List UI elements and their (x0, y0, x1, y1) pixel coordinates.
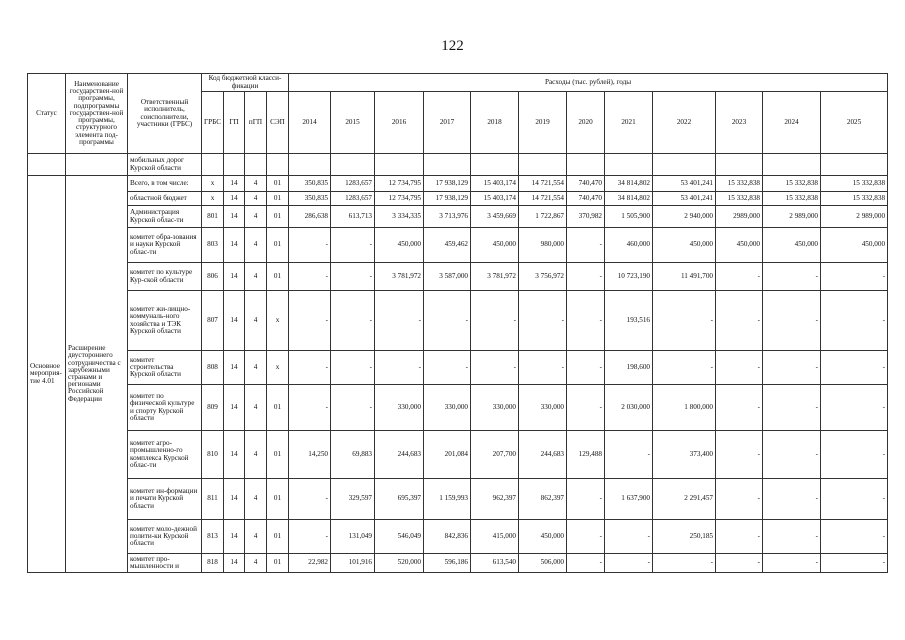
value-cell-2014: - (289, 385, 331, 431)
value-cell-2019: 862,397 (519, 479, 567, 520)
sep-cell: 01 (267, 385, 289, 431)
header-code-2: пГП (245, 92, 267, 154)
value-cell-2021: 460,000 (605, 228, 653, 263)
value-cell-2022: 2 940,000 (653, 206, 716, 228)
pgp-cell: 4 (245, 206, 267, 228)
value-cell-2017: 596,186 (424, 554, 471, 573)
executor-cell: комитет по культуре Кур-ской области (128, 263, 202, 291)
sep-cell: 01 (267, 554, 289, 573)
value-cell-2023: 15 332,838 (716, 176, 763, 192)
value-cell-2017: 1 159,993 (424, 479, 471, 520)
value-cell-2021: 34 814,802 (605, 176, 653, 192)
value-cell-2017: - (424, 351, 471, 385)
value-cell-2015: - (331, 385, 375, 431)
value-cell-2020: - (567, 385, 605, 431)
gp-cell: 14 (224, 431, 245, 479)
value-cell-2022: 53 401,241 (653, 176, 716, 192)
gp-cell: 14 (224, 479, 245, 520)
value-cell-2020: - (567, 351, 605, 385)
empty-cell (224, 154, 245, 176)
value-cell-2025: - (821, 351, 888, 385)
value-cell-2020: - (567, 479, 605, 520)
pgp-cell: 4 (245, 263, 267, 291)
value-cell-2022: 250,185 (653, 520, 716, 554)
status-cell: Основное мероприя-тие 4.01 (28, 176, 66, 573)
header-row-1 (28, 74, 888, 92)
grbs-cell: 807 (202, 291, 224, 351)
gp-cell: 14 (224, 520, 245, 554)
name-cell: Расширение двустороннего сотрудничества с зарубежными странами и регионами Российской Федерации (66, 176, 128, 573)
grbs-cell: x (202, 192, 224, 206)
table-row (28, 291, 888, 351)
value-cell-2016: 520,000 (375, 554, 424, 573)
grbs-cell: 806 (202, 263, 224, 291)
value-cell-2014: - (289, 291, 331, 351)
value-cell-2025: 450,000 (821, 228, 888, 263)
header-year-2023: 2023 (716, 92, 763, 154)
value-cell-2021: 198,600 (605, 351, 653, 385)
gp-cell: 14 (224, 228, 245, 263)
value-cell-2024: 450,000 (763, 228, 821, 263)
value-cell-2022: - (653, 554, 716, 573)
pgp-cell: 4 (245, 351, 267, 385)
value-cell-2022: - (653, 351, 716, 385)
grbs-cell: 813 (202, 520, 224, 554)
gp-cell: 14 (224, 206, 245, 228)
value-cell-2016: 12 734,795 (375, 176, 424, 192)
value-cell-2019: 1 722,867 (519, 206, 567, 228)
value-cell-2021: - (605, 431, 653, 479)
value-cell-2025: - (821, 385, 888, 431)
grbs-cell: x (202, 176, 224, 192)
gp-cell: 14 (224, 291, 245, 351)
empty-cell (653, 154, 716, 176)
value-cell-2025: - (821, 479, 888, 520)
value-cell-2024: 2 989,000 (763, 206, 821, 228)
budget-table (27, 73, 888, 573)
value-cell-2018: 3 459,669 (471, 206, 519, 228)
value-cell-2023: - (716, 385, 763, 431)
value-cell-2014: - (289, 479, 331, 520)
value-cell-2017: 459,462 (424, 228, 471, 263)
executor-cell: комитет по физической культуре и спорту Курской области (128, 385, 202, 431)
value-cell-2019: 506,000 (519, 554, 567, 573)
table-row (28, 206, 888, 228)
value-cell-2016: 244,683 (375, 431, 424, 479)
pgp-cell: 4 (245, 520, 267, 554)
value-cell-2014: 14,250 (289, 431, 331, 479)
value-cell-2017: 3 587,000 (424, 263, 471, 291)
grbs-cell: 808 (202, 351, 224, 385)
header-executor: Ответственный исполнитель, соисполнители, участники (ГРБС) (128, 74, 202, 154)
executor-cell: комитет про-мышленности и (128, 554, 202, 573)
value-cell-2015: - (331, 228, 375, 263)
value-cell-2019: - (519, 351, 567, 385)
value-cell-2023: - (716, 351, 763, 385)
value-cell-2019: 980,000 (519, 228, 567, 263)
page-number: 122 (441, 38, 464, 54)
sep-cell: 01 (267, 228, 289, 263)
sep-cell: х (267, 351, 289, 385)
value-cell-2020: - (567, 554, 605, 573)
value-cell-2020: 129,488 (567, 431, 605, 479)
value-cell-2014: 22,982 (289, 554, 331, 573)
value-cell-2015: - (331, 291, 375, 351)
header-year-2014: 2014 (289, 92, 331, 154)
value-cell-2017: 201,084 (424, 431, 471, 479)
value-cell-2024: - (763, 385, 821, 431)
sep-cell: 01 (267, 192, 289, 206)
header-year-2016: 2016 (375, 92, 424, 154)
value-cell-2018: 330,000 (471, 385, 519, 431)
header-year-2015: 2015 (331, 92, 375, 154)
value-cell-2023: 450,000 (716, 228, 763, 263)
value-cell-2024: - (763, 479, 821, 520)
sep-cell: 01 (267, 176, 289, 192)
value-cell-2020: - (567, 291, 605, 351)
value-cell-2023: - (716, 554, 763, 573)
value-cell-2025: - (821, 291, 888, 351)
value-cell-2025: - (821, 554, 888, 573)
value-cell-2022: 1 800,000 (653, 385, 716, 431)
table-row (28, 385, 888, 431)
value-cell-2020: - (567, 263, 605, 291)
value-cell-2018: - (471, 351, 519, 385)
name-cell-empty (66, 154, 128, 176)
value-cell-2019: 450,000 (519, 520, 567, 554)
header-year-2022: 2022 (653, 92, 716, 154)
header-year-2024: 2024 (763, 92, 821, 154)
value-cell-2020: - (567, 228, 605, 263)
value-cell-2018: 613,540 (471, 554, 519, 573)
header-year-2019: 2019 (519, 92, 567, 154)
value-cell-2016: 12 734,795 (375, 192, 424, 206)
value-cell-2023: - (716, 431, 763, 479)
value-cell-2020: 370,982 (567, 206, 605, 228)
value-cell-2023: - (716, 263, 763, 291)
value-cell-2025: - (821, 431, 888, 479)
value-cell-2025: 2 989,000 (821, 206, 888, 228)
pgp-cell: 4 (245, 228, 267, 263)
value-cell-2016: - (375, 351, 424, 385)
header-status: Статус (28, 74, 66, 154)
empty-cell (821, 154, 888, 176)
value-cell-2014: 286,638 (289, 206, 331, 228)
value-cell-2018: 962,397 (471, 479, 519, 520)
header-year-2018: 2018 (471, 92, 519, 154)
header-budget-code: Код бюджетной класси-фикации (202, 74, 289, 92)
value-cell-2016: 3 781,972 (375, 263, 424, 291)
value-cell-2014: 350,835 (289, 192, 331, 206)
header-name: Наименование государствен-ной программы, подпрограммы государствен-ной программы, структурного элемента под-программы (66, 74, 128, 154)
grbs-cell: 803 (202, 228, 224, 263)
value-cell-2016: 330,000 (375, 385, 424, 431)
value-cell-2025: 15 332,838 (821, 176, 888, 192)
value-cell-2021: 2 030,000 (605, 385, 653, 431)
value-cell-2020: - (567, 520, 605, 554)
value-cell-2015: 613,713 (331, 206, 375, 228)
value-cell-2016: 695,397 (375, 479, 424, 520)
table-row (28, 351, 888, 385)
value-cell-2017: - (424, 291, 471, 351)
value-cell-2021: 10 723,190 (605, 263, 653, 291)
gp-cell: 14 (224, 263, 245, 291)
status-cell-empty (28, 154, 66, 176)
value-cell-2025: 15 332,838 (821, 192, 888, 206)
grbs-cell: 811 (202, 479, 224, 520)
table-row (28, 228, 888, 263)
value-cell-2021: 193,516 (605, 291, 653, 351)
value-cell-2024: - (763, 431, 821, 479)
value-cell-2014: - (289, 520, 331, 554)
grbs-cell: 818 (202, 554, 224, 573)
value-cell-2024: - (763, 520, 821, 554)
executor-cell: Администрация Курской облас-ти (128, 206, 202, 228)
empty-cell (716, 154, 763, 176)
value-cell-2014: - (289, 351, 331, 385)
value-cell-2016: 450,000 (375, 228, 424, 263)
executor-cell: областной бюджет (128, 192, 202, 206)
value-cell-2023: - (716, 291, 763, 351)
pgp-cell: 4 (245, 176, 267, 192)
executor-cell: Всего, в том числе: (128, 176, 202, 192)
value-cell-2018: 207,700 (471, 431, 519, 479)
gp-cell: 14 (224, 554, 245, 573)
value-cell-2017: 842,836 (424, 520, 471, 554)
value-cell-2020: 740,470 (567, 192, 605, 206)
sep-cell: 01 (267, 431, 289, 479)
value-cell-2017: 17 938,129 (424, 176, 471, 192)
pgp-cell: 4 (245, 554, 267, 573)
value-cell-2021: 1 637,900 (605, 479, 653, 520)
table-row (28, 520, 888, 554)
value-cell-2018: 450,000 (471, 228, 519, 263)
pgp-cell: 4 (245, 431, 267, 479)
executor-cell: комитет агро-промышленно-го комплекса Курской облас-ти (128, 431, 202, 479)
table-row (28, 263, 888, 291)
table-row (28, 176, 888, 192)
value-cell-2018: - (471, 291, 519, 351)
value-cell-2017: 330,000 (424, 385, 471, 431)
empty-cell (375, 154, 424, 176)
value-cell-2018: 415,000 (471, 520, 519, 554)
value-cell-2014: 350,835 (289, 176, 331, 192)
pgp-cell: 4 (245, 479, 267, 520)
value-cell-2014: - (289, 228, 331, 263)
sep-cell: 01 (267, 263, 289, 291)
grbs-cell: 810 (202, 431, 224, 479)
pgp-cell: 4 (245, 291, 267, 351)
continuation-text: мобильных дорог Курской области (128, 154, 202, 176)
value-cell-2015: 69,883 (331, 431, 375, 479)
value-cell-2024: - (763, 263, 821, 291)
sep-cell: 01 (267, 520, 289, 554)
header-year-2017: 2017 (424, 92, 471, 154)
executor-cell: комитет жи-лищно-коммуналь-ного хозяйства и ТЭК Курской области (128, 291, 202, 351)
value-cell-2024: - (763, 351, 821, 385)
empty-cell (471, 154, 519, 176)
gp-cell: 14 (224, 351, 245, 385)
value-cell-2024: - (763, 291, 821, 351)
sep-cell: 01 (267, 206, 289, 228)
value-cell-2016: 3 334,335 (375, 206, 424, 228)
value-cell-2015: 101,916 (331, 554, 375, 573)
header-code-1: ГП (224, 92, 245, 154)
table-row (28, 431, 888, 479)
value-cell-2017: 3 713,976 (424, 206, 471, 228)
value-cell-2019: 244,683 (519, 431, 567, 479)
value-cell-2015: 131,049 (331, 520, 375, 554)
value-cell-2023: 2989,000 (716, 206, 763, 228)
value-cell-2021: 1 505,900 (605, 206, 653, 228)
value-cell-2015: 1283,657 (331, 192, 375, 206)
value-cell-2016: - (375, 291, 424, 351)
value-cell-2022: 2 291,457 (653, 479, 716, 520)
grbs-cell: 809 (202, 385, 224, 431)
value-cell-2023: 15 332,838 (716, 192, 763, 206)
grbs-cell: 801 (202, 206, 224, 228)
table-row (28, 154, 888, 176)
value-cell-2015: - (331, 263, 375, 291)
value-cell-2023: - (716, 479, 763, 520)
empty-cell (267, 154, 289, 176)
value-cell-2018: 15 403,174 (471, 192, 519, 206)
value-cell-2016: 546,049 (375, 520, 424, 554)
value-cell-2022: 11 491,700 (653, 263, 716, 291)
value-cell-2019: - (519, 291, 567, 351)
value-cell-2023: - (716, 520, 763, 554)
table-row (28, 192, 888, 206)
value-cell-2019: 330,000 (519, 385, 567, 431)
header-year-2020: 2020 (567, 92, 605, 154)
empty-cell (763, 154, 821, 176)
empty-cell (245, 154, 267, 176)
value-cell-2025: - (821, 263, 888, 291)
gp-cell: 14 (224, 385, 245, 431)
value-cell-2021: 34 814,802 (605, 192, 653, 206)
value-cell-2024: 15 332,838 (763, 176, 821, 192)
value-cell-2019: 14 721,554 (519, 192, 567, 206)
header-expenses: Расходы (тыс. рублей), годы (289, 74, 888, 92)
pgp-cell: 4 (245, 385, 267, 431)
value-cell-2021: - (605, 554, 653, 573)
executor-cell: комитет моло-дежной полити-ки Курской области (128, 520, 202, 554)
gp-cell: 14 (224, 176, 245, 192)
executor-cell: комитет ин-формации и печати Курской области (128, 479, 202, 520)
header-code-3: СЭП (267, 92, 289, 154)
value-cell-2018: 15 403,174 (471, 176, 519, 192)
value-cell-2025: - (821, 520, 888, 554)
empty-cell (424, 154, 471, 176)
value-cell-2024: - (763, 554, 821, 573)
empty-cell (331, 154, 375, 176)
header-code-0: ГРБС (202, 92, 224, 154)
value-cell-2014: - (289, 263, 331, 291)
value-cell-2015: - (331, 351, 375, 385)
header-year-2025: 2025 (821, 92, 888, 154)
value-cell-2017: 17 938,129 (424, 192, 471, 206)
executor-cell: комитет обра-зования и науки Курской облас-ти (128, 228, 202, 263)
gp-cell: 14 (224, 192, 245, 206)
header-year-2021: 2021 (605, 92, 653, 154)
value-cell-2021: - (605, 520, 653, 554)
empty-cell (202, 154, 224, 176)
value-cell-2018: 3 781,972 (471, 263, 519, 291)
sep-cell: х (267, 291, 289, 351)
value-cell-2024: 15 332,838 (763, 192, 821, 206)
empty-cell (289, 154, 331, 176)
table-row (28, 554, 888, 573)
empty-cell (519, 154, 567, 176)
table-row (28, 479, 888, 520)
executor-cell: комитет строительства Курской области (128, 351, 202, 385)
sep-cell: 01 (267, 479, 289, 520)
empty-cell (605, 154, 653, 176)
value-cell-2022: 53 401,241 (653, 192, 716, 206)
value-cell-2019: 14 721,554 (519, 176, 567, 192)
value-cell-2019: 3 756,972 (519, 263, 567, 291)
value-cell-2015: 1283,657 (331, 176, 375, 192)
value-cell-2015: 329,597 (331, 479, 375, 520)
value-cell-2022: 373,400 (653, 431, 716, 479)
table-body (28, 154, 888, 573)
value-cell-2020: 740,470 (567, 176, 605, 192)
value-cell-2022: 450,000 (653, 228, 716, 263)
value-cell-2022: - (653, 291, 716, 351)
empty-cell (567, 154, 605, 176)
pgp-cell: 4 (245, 192, 267, 206)
